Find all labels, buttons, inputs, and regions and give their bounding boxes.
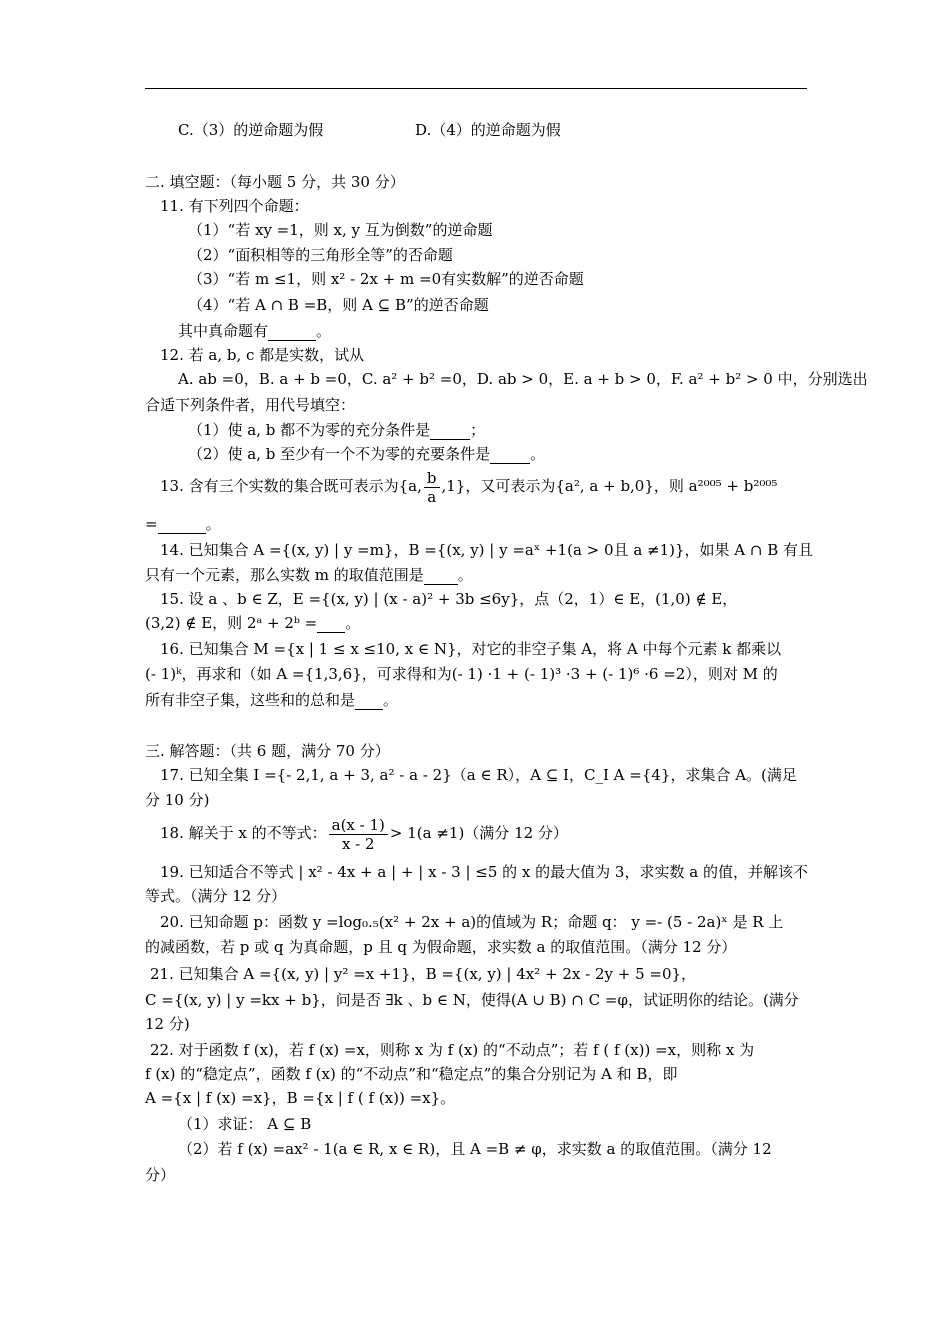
q16-line2: (- 1)ᵏ，再求和（如 A ={1,3,6}，可求得和为(- 1) ·1 + (- 1)³ ·3 + (- 1)⁶ ·6 =2），则对 M 的: [145, 665, 778, 683]
q12-sub1: [188, 420, 853, 440]
q22-line2: f (x) 的“稳定点”，函数 f (x) 的“不动点”和“稳定点”的集合分别记为 A 和 B，即: [145, 1065, 678, 1083]
q13-frac-num: b: [424, 469, 440, 488]
q13-post: ,1}，又可表示为{a², a + b,0}，则 a²⁰⁰⁵ + b²⁰⁰⁵: [441, 477, 778, 495]
q13-frac-den: a: [427, 487, 437, 506]
section2-title: 二. 填空题：（每小题 5 分，共 30 分）: [145, 173, 405, 191]
option-d: D.（4）的逆命题为假: [415, 121, 561, 139]
q12-sub1-blank[interactable]: [430, 423, 470, 440]
q16-line3: [145, 690, 810, 710]
q12-options: A. ab =0，B. a + b =0，C. a² + b² =0，D. ab > 0，E. a + b > 0，F. a² + b² > 0 中，分别选出: [178, 370, 868, 388]
q18-post: > 1(a ≠1)（满分 12 分）: [389, 824, 568, 842]
q13-answer-blank[interactable]: [158, 517, 206, 534]
q15-line1: 15. 设 a 、b ∈ Z，E ={(x, y) | (x - a)² + 3b ≤6y}，点（2，1）∈ E，(1,0) ∉ E，: [160, 590, 738, 608]
q11-tail: [178, 321, 843, 341]
q11-tail-text: 其中真命题有: [178, 322, 269, 340]
q19-line2: 等式。（满分 12 分）: [145, 887, 287, 905]
q22-line3: A ={x | f (x) =x}，B ={x | f ( f (x)) =x}。: [145, 1089, 456, 1107]
q19-line1: 19. 已知适合不等式 | x² - 4x + a | + | x - 3 | ≤5 的 x 的最大值为 3，求实数 a 的值，并解该不: [160, 863, 808, 881]
q12-cont: 合适下列条件者，用代号填空：: [145, 396, 356, 414]
q12-sub1-text: （1）使 a, b 都不为零的充分条件是: [188, 421, 431, 439]
q12-stem: 12. 若 a, b, c 都是实数，试从: [160, 346, 365, 364]
q22-line1: 22. 对于函数 f (x)，若 f (x) =x，则称 x 为 f (x) 的“不动点”；若 f ( f (x)) =x，则称 x 为: [150, 1041, 755, 1059]
q13-cont-end: 。: [205, 515, 221, 533]
q22-sub1: （1）求证： A ⊆ B: [178, 1115, 312, 1133]
q11-answer-blank[interactable]: [268, 324, 316, 341]
option-c: C.（3）的逆命题为假: [178, 121, 324, 139]
q12-sub2: [188, 444, 853, 464]
q20-line2: 的减函数，若 p 或 q 为真命题，p 且 q 为假命题，求实数 a 的取值范围。（满分 12 分）: [145, 938, 737, 956]
q12-sub2-blank[interactable]: [490, 447, 530, 464]
q18-line: [160, 812, 825, 854]
q18-pre: 18. 解关于 x 的不等式：: [160, 824, 327, 842]
header-rule: [145, 88, 807, 89]
q17-line2: 分 10 分): [145, 791, 210, 809]
q14-line1: 14. 已知集合 A ={(x, y) | y =m}，B ={(x, y) | y =aˣ +1(a > 0且 a ≠1)}，如果 A ∩ B 有且: [160, 541, 814, 559]
q14-line2-text: 只有一个元素，那么实数 m 的取值范围是: [145, 566, 424, 584]
q13-cont: =: [145, 515, 158, 533]
q14-line2-end: 。: [457, 566, 473, 584]
q12-sub2-end: 。: [530, 445, 546, 463]
q16-line3-end: 。: [383, 691, 399, 709]
q18-fraction: [329, 816, 388, 853]
q13-line1: [160, 467, 825, 506]
q11-item-2: （2）“面积相等的三角形全等”的否命题: [188, 246, 453, 264]
q11-item-4: （4）“若 A ∩ B =B，则 A ⊆ B”的逆否命题: [188, 296, 489, 314]
q12-sub2-text: （2）使 a, b 至少有一个不为零的充要条件是: [188, 445, 491, 463]
q21-line2: C ={(x, y) | y =kx + b}，问是否 ∃k 、b ∈ N，使得(A ∪ B) ∩ C =φ，试证明你的结论。(满分: [145, 991, 799, 1009]
q21-line1: 21. 已知集合 A ={(x, y) | y² =x +1}，B ={(x, y) | 4x² + 2x - 2y + 5 =0}，: [150, 965, 697, 983]
q17-line1: 17. 已知全集 I ={- 2,1, a + 3, a² - a - 2}（a ∈ R），A ⊆ I，C_I A ={4}，求集合 A。(满足: [160, 766, 797, 784]
q13-fraction: [424, 469, 440, 506]
q13-line2: [145, 514, 810, 534]
q12-sub1-end: ；: [470, 421, 486, 439]
q15-line2-text: (3,2) ∉ E，则 2ᵃ + 2ᵇ =: [145, 614, 318, 632]
q22-sub2-cont: 分）: [145, 1166, 176, 1184]
q18-frac-den: x - 2: [341, 834, 375, 853]
q14-line2: [145, 565, 810, 585]
q15-line2: [145, 613, 810, 633]
section3-title: 三. 解答题：（共 6 题，满分 70 分）: [145, 742, 390, 760]
q11-tail-end: 。: [316, 322, 332, 340]
q22-sub2: （2）若 f (x) =ax² - 1(a ∈ R, x ∈ R)，且 A =B ≠ φ，求实数 a 的取值范围。（满分 12: [178, 1140, 772, 1158]
q13-pre: 13. 含有三个实数的集合既可表示为{a,: [160, 477, 422, 495]
q16-line1: 16. 已知集合 M ={x | 1 ≤ x ≤10, x ∈ N}，对它的非空子集 A，将 A 中每个元素 k 都乘以: [160, 640, 782, 658]
q14-answer-blank[interactable]: [424, 568, 458, 585]
q15-answer-blank[interactable]: [317, 616, 345, 633]
q16-line3-text: 所有非空子集，这些和的总和是: [145, 691, 356, 709]
q15-line2-end: 。: [345, 614, 361, 632]
q11-stem: 11. 有下列四个命题：: [160, 197, 309, 215]
q21-line3: 12 分): [145, 1015, 190, 1033]
q11-item-3: （3）“若 m ≤1，则 x² - 2x + m =0有实数解”的逆否命题: [188, 270, 584, 288]
q11-item-1: （1）“若 xy =1，则 x, y 互为倒数”的逆命题: [188, 221, 493, 239]
q18-frac-num: a(x - 1): [329, 816, 388, 835]
q20-line1: 20. 已知命题 p：函数 y =log₀.₅(x² + 2x + a)的值域为 R；命题 q： y =- (5 - 2a)ˣ 是 R 上: [160, 913, 784, 931]
q16-answer-blank[interactable]: [355, 693, 383, 710]
